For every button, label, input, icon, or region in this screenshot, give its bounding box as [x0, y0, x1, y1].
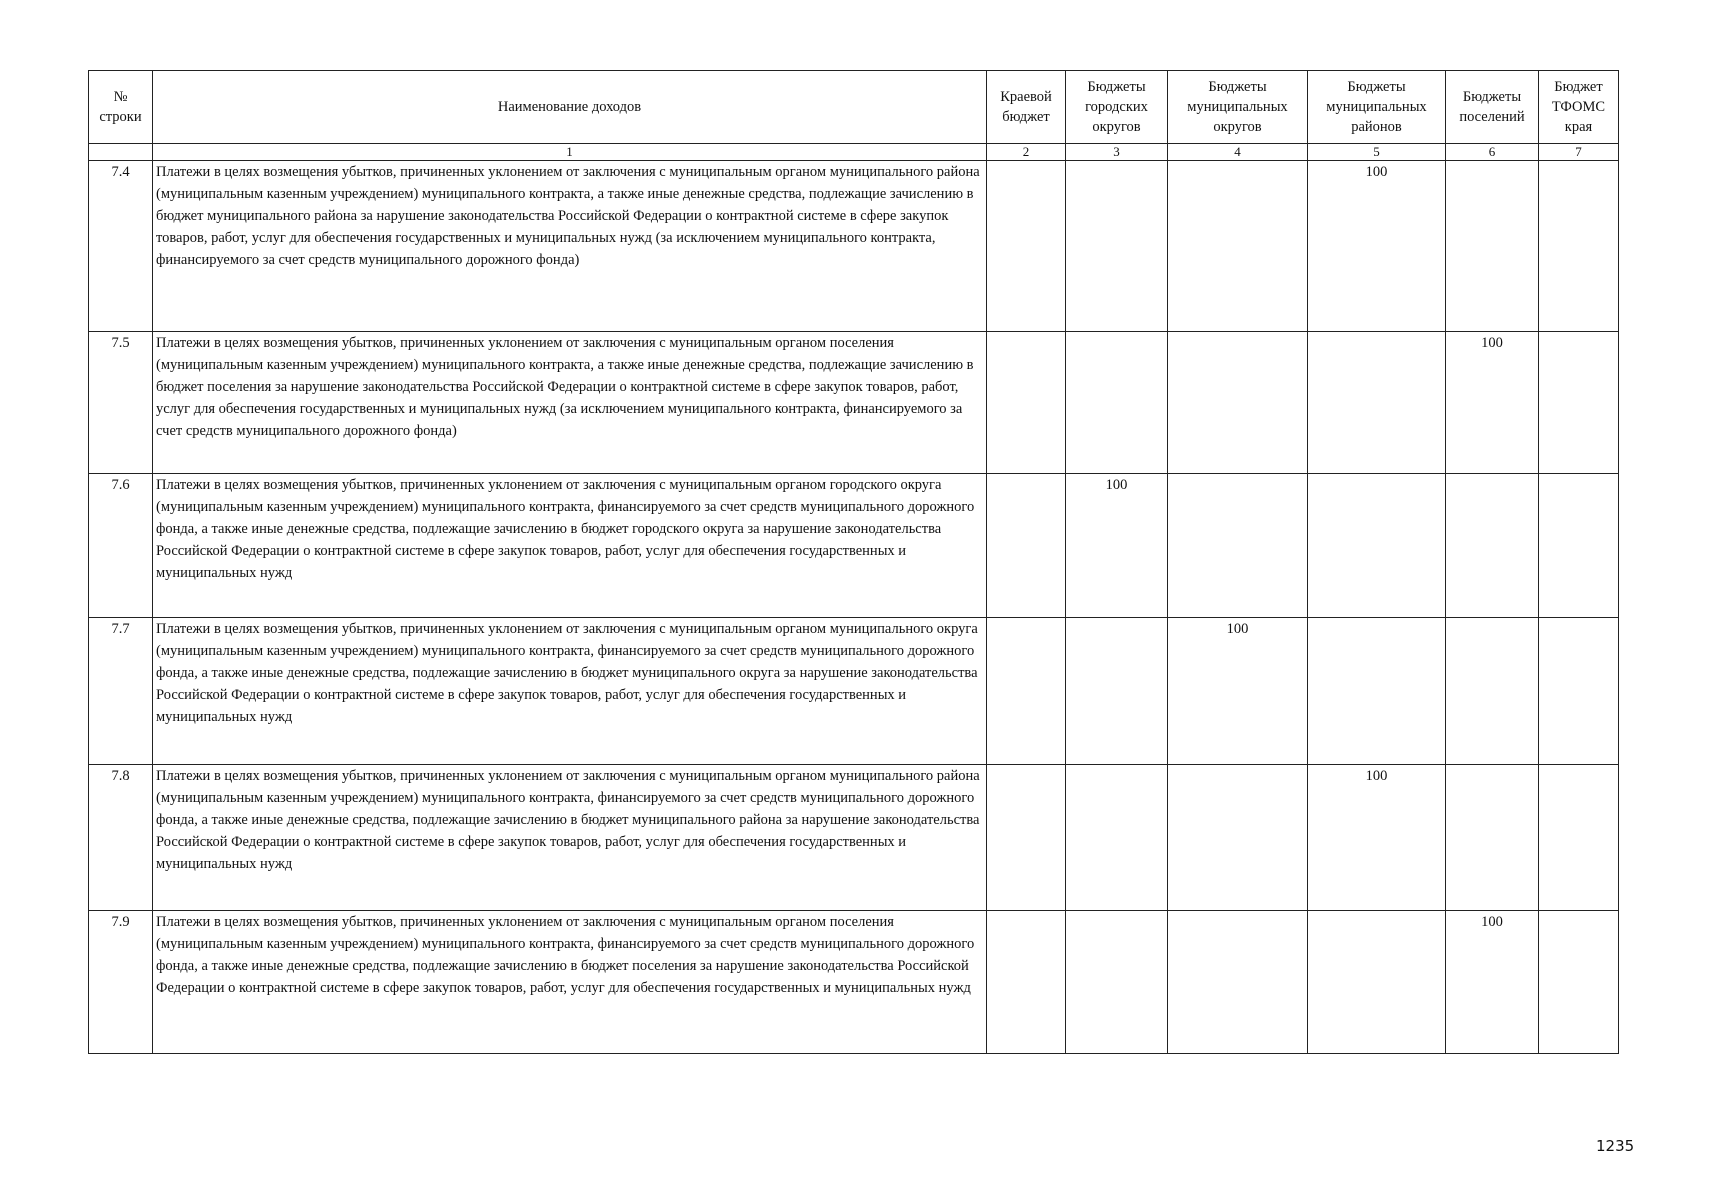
table-row [89, 765, 1619, 911]
header-regional-budget: Краевой бюджет [987, 71, 1066, 144]
column-number-row [89, 144, 1619, 161]
regional-budget-value [987, 161, 1066, 332]
page-number: 1235 [1596, 1137, 1635, 1155]
municipal-districts-value [1168, 765, 1308, 911]
city-districts-value [1066, 618, 1168, 765]
settlements-value [1446, 474, 1539, 618]
municipal-regions-value [1308, 911, 1446, 1054]
tfoms-value [1539, 911, 1619, 1054]
header-settlements-budgets: Бюджеты поселений [1446, 71, 1539, 144]
column-number: 3 [1066, 144, 1168, 161]
municipal-regions-value [1308, 474, 1446, 618]
settlements-value: 100 [1446, 911, 1539, 1054]
city-districts-value: 100 [1066, 474, 1168, 618]
municipal-districts-value [1168, 161, 1308, 332]
row-number: 7.5 [89, 332, 153, 474]
revenue-table [88, 70, 1619, 1054]
column-number [89, 144, 153, 161]
tfoms-value [1539, 161, 1619, 332]
header-city-districts-budgets: Бюджеты городских округов [1066, 71, 1168, 144]
header-municipal-districts-budgets: Бюджеты муниципальных округов [1168, 71, 1308, 144]
column-number: 5 [1308, 144, 1446, 161]
row-number: 7.9 [89, 911, 153, 1054]
header-tfoms-budget: Бюджет ТФОМС края [1539, 71, 1619, 144]
regional-budget-value [987, 332, 1066, 474]
regional-budget-value [987, 911, 1066, 1054]
table-row [89, 332, 1619, 474]
regional-budget-value [987, 765, 1066, 911]
header-revenue-name: Наименование доходов [153, 71, 987, 144]
row-number: 7.8 [89, 765, 153, 911]
city-districts-value [1066, 911, 1168, 1054]
row-number: 7.7 [89, 618, 153, 765]
municipal-regions-value: 100 [1308, 161, 1446, 332]
header-municipal-regions-budgets: Бюджеты муниципальных районов [1308, 71, 1446, 144]
revenue-name: Платежи в целях возмещения убытков, причиненных уклонением от заключения с муниципальным органом муниципального округа (муниципальным казенным учреждением) муниципального контракта, финансируемого за счет средств муниципального дорожного фонда, а также иные денежные средства, подлежащие зачислению в бюджет муниципального округа за нарушение законодательства Российской Федерации о контрактной системе в сфере закупок товаров, работ, услуг для обеспечения государственных и муниципальных нужд [153, 618, 987, 765]
settlements-value [1446, 765, 1539, 911]
table-row [89, 474, 1619, 618]
column-number: 7 [1539, 144, 1619, 161]
city-districts-value [1066, 332, 1168, 474]
tfoms-value [1539, 618, 1619, 765]
tfoms-value [1539, 474, 1619, 618]
row-number: 7.6 [89, 474, 153, 618]
header-row [89, 71, 1619, 144]
municipal-regions-value: 100 [1308, 765, 1446, 911]
column-number: 2 [987, 144, 1066, 161]
municipal-regions-value [1308, 332, 1446, 474]
row-number: 7.4 [89, 161, 153, 332]
settlements-value [1446, 161, 1539, 332]
municipal-districts-value [1168, 911, 1308, 1054]
city-districts-value [1066, 161, 1168, 332]
revenue-name: Платежи в целях возмещения убытков, причиненных уклонением от заключения с муниципальным органом муниципального района (муниципальным казенным учреждением) муниципального контракта, финансируемого за счет средств муниципального дорожного фонда, а также иные денежные средства, подлежащие зачислению в бюджет муниципального района за нарушение законодательства Российской Федерации о контрактной системе в сфере закупок товаров, работ, услуг для обеспечения государственных и муниципальных нужд [153, 765, 987, 911]
revenue-name: Платежи в целях возмещения убытков, причиненных уклонением от заключения с муниципальным органом муниципального района (муниципальным казенным учреждением) муниципального контракта, а также иные денежные средства, подлежащие зачислению в бюджет муниципального района за нарушение законодательства Российской Федерации о контрактной системе в сфере закупок товаров, работ, услуг для обеспечения государственных и муниципальных нужд (за исключением муниципального контракта, финансируемого за счет средств муниципального дорожного фонда) [153, 161, 987, 332]
tfoms-value [1539, 332, 1619, 474]
revenue-name: Платежи в целях возмещения убытков, причиненных уклонением от заключения с муниципальным органом городского округа (муниципальным казенным учреждением) муниципального контракта, финансируемого за счет средств муниципального дорожного фонда, а также иные денежные средства, подлежащие зачислению в бюджет городского округа за нарушение законодательства Российской Федерации о контрактной системе в сфере закупок товаров, работ, услуг для обеспечения государственных и муниципальных нужд [153, 474, 987, 618]
city-districts-value [1066, 765, 1168, 911]
table-row [89, 161, 1619, 332]
tfoms-value [1539, 765, 1619, 911]
municipal-regions-value [1308, 618, 1446, 765]
column-number: 6 [1446, 144, 1539, 161]
regional-budget-value [987, 618, 1066, 765]
table-row [89, 911, 1619, 1054]
column-number: 4 [1168, 144, 1308, 161]
settlements-value [1446, 618, 1539, 765]
municipal-districts-value [1168, 474, 1308, 618]
revenue-name: Платежи в целях возмещения убытков, причиненных уклонением от заключения с муниципальным органом поселения (муниципальным казенным учреждением) муниципального контракта, финансируемого за счет средств муниципального дорожного фонда, а также иные денежные средства, подлежащие зачислению в бюджет поселения за нарушение законодательства Российской Федерации о контрактной системе в сфере закупок товаров, работ, услуг для обеспечения государственных и муниципальных нужд [153, 911, 987, 1054]
municipal-districts-value: 100 [1168, 618, 1308, 765]
table-row [89, 618, 1619, 765]
revenue-name: Платежи в целях возмещения убытков, причиненных уклонением от заключения с муниципальным органом поселения (муниципальным казенным учреждением) муниципального контракта, а также иные денежные средства, подлежащие зачислению в бюджет поселения за нарушение законодательства Российской Федерации о контрактной системе в сфере закупок товаров, работ, услуг для обеспечения государственных и муниципальных нужд (за исключением муниципального контракта, финансируемого за счет средств муниципального дорожного фонда) [153, 332, 987, 474]
municipal-districts-value [1168, 332, 1308, 474]
settlements-value: 100 [1446, 332, 1539, 474]
column-number: 1 [153, 144, 987, 161]
header-row-number: № строки [89, 71, 153, 144]
regional-budget-value [987, 474, 1066, 618]
